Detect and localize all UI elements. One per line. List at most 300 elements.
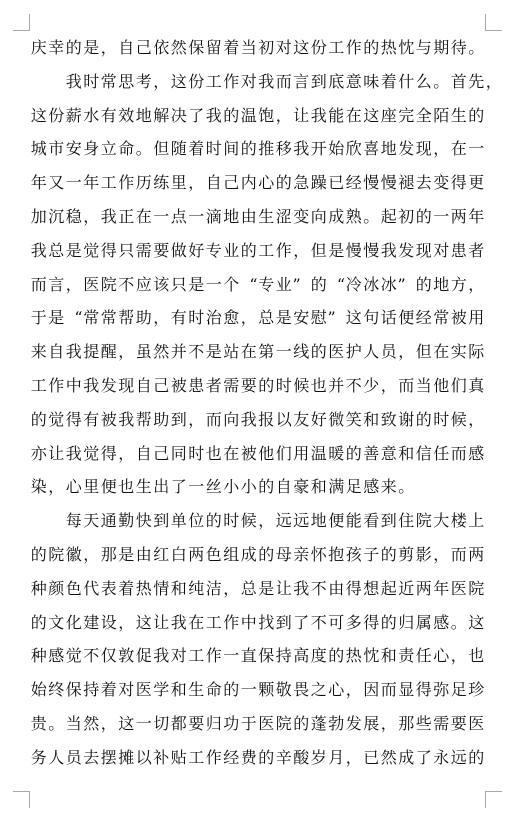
margin-corner-mark-top-right [485, 14, 502, 31]
character: 点 [170, 206, 187, 226]
character: 每 [65, 511, 82, 531]
character: 一 [188, 206, 205, 226]
text-line [30, 403, 485, 437]
character: 。 [433, 71, 450, 91]
character: 了 [188, 105, 205, 125]
character: 慢 [345, 240, 362, 260]
character: 着 [100, 680, 117, 700]
character: 两 [450, 206, 467, 226]
character: 着 [118, 578, 135, 598]
text-line [30, 707, 485, 741]
character: 单 [170, 511, 187, 531]
character: 母 [275, 544, 292, 564]
character: 怀 [310, 544, 327, 564]
character: 稳 [65, 206, 82, 226]
character: 之 [310, 680, 327, 700]
text-line [30, 268, 485, 302]
character: 里 [170, 173, 187, 193]
character: 经 [345, 173, 362, 193]
character: 得 [345, 578, 362, 598]
character: 敦 [118, 646, 135, 666]
character: 作 [205, 747, 222, 767]
character: 这 [135, 612, 152, 632]
character: 待 [450, 38, 467, 57]
character: 工 [30, 375, 47, 395]
character: 医 [450, 578, 467, 598]
character: ， [345, 747, 362, 767]
character: ， [188, 173, 205, 193]
character: 思 [118, 71, 135, 91]
character: 言 [293, 71, 310, 91]
character: 份 [48, 105, 65, 125]
character: 温 [240, 105, 257, 125]
character: 到 [153, 511, 170, 531]
character: 幸 [48, 38, 65, 57]
character: 在 [135, 206, 152, 226]
text-line [30, 335, 485, 369]
character: 作 [223, 71, 240, 91]
character: 也 [310, 375, 327, 395]
character: 的 [30, 409, 47, 429]
character: 向 [310, 206, 327, 226]
character: 考 [135, 71, 152, 91]
character: 患 [188, 375, 205, 395]
character: 在 [433, 342, 450, 362]
character: 作 [118, 173, 135, 193]
character: 我 [30, 240, 47, 260]
text-line [30, 234, 485, 268]
character: ， [83, 206, 100, 226]
character: 我 [65, 342, 82, 362]
character: 自 [135, 443, 152, 463]
character: 移 [275, 139, 292, 159]
character: 费 [240, 747, 257, 767]
character: 先 [468, 71, 485, 91]
character: 医 [258, 713, 275, 733]
character: 温 [310, 443, 327, 463]
character: 急 [293, 173, 310, 193]
character: 勤 [118, 511, 135, 531]
character: 他 [258, 443, 275, 463]
character: 期 [433, 38, 450, 57]
character: 便 [328, 511, 345, 531]
character: 让 [48, 443, 65, 463]
character: 那 [100, 544, 117, 564]
character: 安 [65, 139, 82, 159]
character: 要 [188, 713, 205, 733]
character: 院 [275, 713, 292, 733]
character: 笑 [345, 409, 362, 429]
character: 小 [240, 477, 257, 497]
character: 着 [380, 71, 397, 91]
character: 效 [118, 105, 135, 125]
character: 陌 [433, 105, 450, 125]
character: 在 [345, 105, 362, 125]
character: 慰 [310, 308, 327, 328]
character: 。 [450, 612, 467, 632]
character: 身 [83, 139, 100, 159]
character: 是 [275, 308, 292, 328]
character: 对 [118, 680, 135, 700]
character: 院 [100, 274, 117, 294]
character: 建 [83, 612, 100, 632]
character: 都 [170, 713, 187, 733]
character: 敬 [275, 680, 292, 700]
character: 冰 [363, 274, 380, 294]
character: 工 [188, 646, 205, 666]
character: 这 [345, 308, 362, 328]
character: 时 [223, 511, 240, 531]
character: 己 [223, 173, 240, 193]
character: 。 [398, 477, 415, 497]
character: 保 [188, 38, 205, 57]
character: 现 [415, 240, 432, 260]
character: ， [223, 578, 240, 598]
character: 医 [83, 274, 100, 294]
character: 学 [153, 680, 170, 700]
character: 贴 [170, 747, 187, 767]
character: 现 [118, 375, 135, 395]
character: 染 [30, 477, 47, 497]
character: 实 [450, 342, 467, 362]
character: 庆 [30, 38, 47, 57]
character: 我 [293, 578, 310, 598]
character: 变 [433, 173, 450, 193]
character: 初 [398, 206, 415, 226]
character: 座 [380, 105, 397, 125]
character: ， [450, 646, 467, 666]
character: 情 [153, 578, 170, 598]
character: 能 [328, 105, 345, 125]
margin-corner-mark-bottom-left [13, 791, 30, 808]
character: 热 [345, 646, 362, 666]
character: 是 [188, 274, 205, 294]
character: 持 [83, 680, 100, 700]
character: 生 [188, 680, 205, 700]
character: 命 [205, 680, 222, 700]
character: 蓬 [310, 713, 327, 733]
character: 我 [293, 139, 310, 159]
character: 冷 [345, 274, 362, 294]
character: “ [249, 274, 258, 294]
character: 候 [293, 375, 310, 395]
character: ， [153, 308, 170, 328]
text-line [30, 470, 485, 504]
character: 份 [188, 71, 205, 91]
character: 被 [170, 375, 187, 395]
character: 总 [240, 578, 257, 598]
character: 觉 [65, 646, 82, 666]
character: 了 [415, 747, 432, 767]
character: 时 [275, 375, 292, 395]
character: 要 [450, 713, 467, 733]
character: 工 [258, 240, 275, 260]
character: 我 [310, 105, 327, 125]
character: 工 [205, 612, 222, 632]
character: 少 [363, 375, 380, 395]
character: 亲 [293, 544, 310, 564]
character: 暖 [328, 443, 345, 463]
character: 得 [100, 240, 117, 260]
character: 意 [345, 71, 362, 91]
character: 来 [380, 477, 397, 497]
character: 的 [310, 274, 327, 294]
character: 不 [310, 612, 327, 632]
margin-corner-mark-bottom-right [485, 791, 502, 808]
character: 留 [205, 38, 222, 57]
character: 种 [30, 646, 47, 666]
character: 而 [30, 274, 47, 294]
character: 和 [380, 646, 397, 666]
character: 得 [100, 443, 117, 463]
character: 岁 [310, 747, 327, 767]
character: ， [345, 680, 362, 700]
character: 我 [100, 206, 117, 226]
character: 年 [83, 173, 100, 193]
character: 的 [275, 173, 292, 193]
character: 有 [100, 105, 117, 125]
character: 被 [100, 409, 117, 429]
character: 起 [380, 578, 397, 598]
character: 感 [468, 443, 485, 463]
character: 一 [223, 646, 240, 666]
character: 随 [170, 139, 187, 159]
character: 用 [468, 308, 485, 328]
character: 了 [293, 612, 310, 632]
character: 时 [83, 71, 100, 91]
character: 地 [223, 206, 240, 226]
character: 可 [328, 612, 345, 632]
character: 这 [363, 105, 380, 125]
character: 位 [188, 511, 205, 531]
character: 责 [398, 646, 415, 666]
character: 远 [450, 747, 467, 767]
document-body[interactable] [30, 31, 502, 775]
character: 组 [223, 544, 240, 564]
character: 需 [433, 713, 450, 733]
character: 我 [240, 409, 257, 429]
character: 得 [65, 409, 82, 429]
character: 的 [65, 38, 82, 57]
character: 帮 [135, 409, 152, 429]
margin-corner-mark-top-left [13, 14, 30, 31]
character: 总 [48, 240, 65, 260]
character: 月 [328, 747, 345, 767]
character: 也 [118, 477, 135, 497]
character: 我 [83, 375, 100, 395]
character: 珍 [468, 680, 485, 700]
character: 沉 [48, 206, 65, 226]
character: 远 [293, 511, 310, 531]
character: ， [188, 409, 205, 429]
character: 间 [223, 139, 240, 159]
character: 洁 [205, 578, 222, 598]
character: 地 [135, 105, 152, 125]
character: 代 [83, 578, 100, 598]
character: 应 [135, 274, 152, 294]
character: 到 [275, 612, 292, 632]
character: 始 [30, 680, 47, 700]
character: 子 [363, 544, 380, 564]
text-line [30, 741, 485, 775]
character: 发 [398, 240, 415, 260]
character: 当 [65, 713, 82, 733]
character: 剪 [398, 544, 415, 564]
character: 徽 [65, 544, 82, 564]
character: 这 [30, 105, 47, 125]
character: 际 [468, 342, 485, 362]
character: 些 [415, 713, 432, 733]
character: 地 [433, 274, 450, 294]
text-line [30, 166, 485, 200]
character: 去 [83, 747, 100, 767]
character: 涩 [275, 206, 292, 226]
character: 的 [380, 612, 397, 632]
character: 和 [363, 409, 380, 429]
character: 人 [48, 747, 65, 767]
character: 而 [275, 71, 292, 91]
character: 辛 [275, 747, 292, 767]
character: 业 [275, 274, 292, 294]
character: 豪 [293, 477, 310, 497]
character: 己 [153, 375, 170, 395]
character: ” [292, 274, 301, 294]
character: 是 [65, 240, 82, 260]
character: 大 [433, 511, 450, 531]
character: 帮 [118, 308, 135, 328]
character: 由 [240, 206, 257, 226]
character: 在 [188, 612, 205, 632]
character: 底 [328, 71, 345, 91]
character: 因 [363, 680, 380, 700]
character: 成 [328, 206, 345, 226]
character: 好 [188, 240, 205, 260]
character: 任 [415, 646, 432, 666]
character: 专 [205, 240, 222, 260]
character: 以 [135, 747, 152, 767]
character: 中 [65, 375, 82, 395]
character: ， [118, 342, 135, 362]
character: 常 [433, 308, 450, 328]
character: 但 [310, 240, 327, 260]
character: 心 [65, 477, 82, 497]
character: 有 [170, 308, 187, 328]
character: 饱 [258, 105, 275, 125]
character: 的 [328, 646, 345, 666]
character: 人 [363, 342, 380, 362]
character: 显 [398, 680, 415, 700]
character: 同 [170, 443, 187, 463]
character: 足 [450, 680, 467, 700]
character: 出 [153, 477, 170, 497]
character: 需 [223, 375, 240, 395]
character: 亦 [30, 443, 47, 463]
character: 年 [30, 173, 47, 193]
character: 在 [223, 443, 240, 463]
character: 便 [398, 308, 415, 328]
character: 持 [275, 646, 292, 666]
character: 能 [345, 511, 362, 531]
character: 作 [223, 612, 240, 632]
character: 的 [468, 105, 485, 125]
character: 时 [205, 139, 222, 159]
character: 练 [153, 173, 170, 193]
character: 经 [223, 747, 240, 767]
character: 地 [380, 139, 397, 159]
character: 常 [100, 308, 117, 328]
character: 该 [153, 274, 170, 294]
character: 酸 [293, 747, 310, 767]
character: ， [118, 612, 135, 632]
character: 弥 [433, 680, 450, 700]
character: 的 [380, 544, 397, 564]
character: 助 [135, 308, 152, 328]
character: 的 [30, 612, 47, 632]
character: 护 [345, 342, 362, 362]
character: 的 [223, 680, 240, 700]
character: ， [485, 71, 502, 91]
character: 历 [135, 173, 152, 193]
character: 一 [275, 342, 292, 362]
character: 是 [48, 308, 65, 328]
character: 直 [240, 646, 257, 666]
character: 只 [118, 240, 135, 260]
character: 生 [258, 206, 275, 226]
character: 并 [170, 342, 187, 362]
character: 发 [398, 139, 415, 159]
character: 助 [153, 409, 170, 429]
character: 高 [293, 646, 310, 666]
character: 忱 [398, 38, 415, 57]
character: 自 [48, 342, 65, 362]
character: 着 [223, 38, 240, 57]
character: 的 [468, 747, 485, 767]
character: 让 [293, 105, 310, 125]
character: ， [100, 38, 117, 57]
character: 感 [433, 612, 450, 632]
character: 文 [48, 612, 65, 632]
character: 方 [450, 274, 467, 294]
character: 种 [30, 578, 47, 598]
character: 专 [258, 274, 275, 294]
character: 完 [398, 105, 415, 125]
text-line [30, 538, 485, 572]
character: 们 [450, 375, 467, 395]
character: 时 [188, 308, 205, 328]
text-line [30, 639, 485, 673]
character: 市 [48, 139, 65, 159]
character: 促 [135, 646, 152, 666]
character: 正 [118, 206, 135, 226]
character: 抱 [328, 544, 345, 564]
character: 里 [83, 477, 100, 497]
character: 这 [468, 612, 485, 632]
character: 了 [170, 477, 187, 497]
character: 快 [135, 511, 152, 531]
character: 是 [258, 578, 275, 598]
character: 我 [65, 443, 82, 463]
character: 展 [363, 713, 380, 733]
character: 畏 [293, 680, 310, 700]
character: 当 [415, 375, 432, 395]
character: ， [398, 342, 415, 362]
character: ， [258, 511, 275, 531]
text-line [30, 99, 485, 133]
character: 作 [48, 375, 65, 395]
character: 欣 [345, 139, 362, 159]
character: 我 [258, 71, 275, 91]
character: 线 [293, 342, 310, 362]
